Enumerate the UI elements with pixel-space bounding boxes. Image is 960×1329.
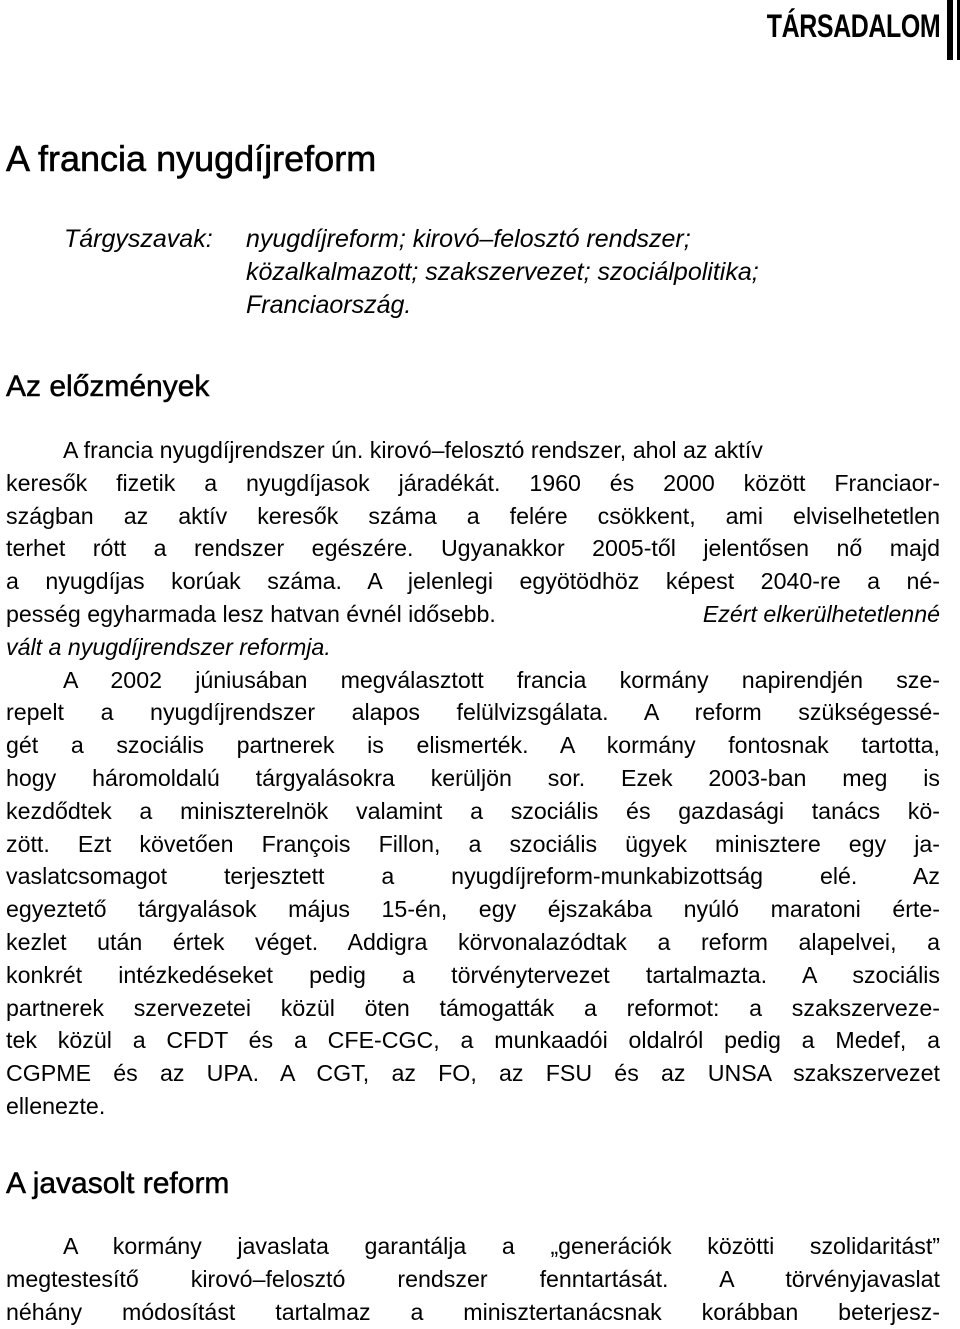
text-line: gét a szociális partnerek is elismerték. A kormány fontosnak tartotta, xyxy=(6,732,940,759)
text-line: hogy háromoldalú tárgyalásokra kerüljön sor. Ezek 2003-ban meg is xyxy=(6,764,940,791)
text-line: A 2002 júniusában megválasztott francia kormány napirendjén sze- xyxy=(63,666,940,693)
text-line: partnerek szervezetei közül öten támogatták a reformot: a szakszerveze- xyxy=(6,994,940,1021)
text-line: A francia nyugdíjrendszer ún. kirovó–felosztó rendszer, ahol az aktív xyxy=(63,437,763,463)
text-line: a nyugdíjas korúak száma. A jelenlegi egyötödhöz képest 2040-re a né- xyxy=(6,568,940,595)
keywords-line: közalkalmazott; szakszervezet; szociálpolitika; xyxy=(246,258,759,286)
keywords-label: Tárgyszavak: xyxy=(64,225,213,253)
text-line: A kormány javaslata garantálja a „generációk közötti szolidaritást” xyxy=(63,1233,940,1259)
section-body-proposed-reform xyxy=(6,1230,940,1328)
section-body-background xyxy=(6,434,940,1123)
text-line: egyeztető tárgyalások május 15-én, egy éjszakába nyúló maratoni érte- xyxy=(6,896,940,923)
page-title: A francia nyugdíjreform xyxy=(6,138,377,179)
text-line: konkrét intézkedéseket pedig a törvénytervezet tartalmazta. A szociális xyxy=(6,961,940,988)
header-rule-thick xyxy=(947,0,953,60)
text-segment: pesség egyharmada lesz hatvan évnél idősebb. xyxy=(6,600,496,627)
text-line: kezdődtek a miniszterelnök valamint a szociális és gazdasági tanács kö- xyxy=(6,797,940,824)
section-heading-proposed-reform: A javasolt reform xyxy=(6,1167,230,1200)
text-line: vaslatcsomagot terjesztett a nyugdíjreform-munkabizottság elé. Az xyxy=(6,863,940,890)
text-line: terhet rótt a rendszer egészére. Ugyanakkor 2005-től jelentősen nő majd xyxy=(6,535,940,562)
emphasis-text: vált a nyugdíjrendszer reformja. xyxy=(6,633,331,660)
text-line: néhány módosítást tartalmaz a minisztertanácsnak korábban beterjesz- xyxy=(6,1298,940,1325)
text-line: CGPME és az UPA. A CGT, az FO, az FSU és az UNSA szakszervezet xyxy=(6,1060,940,1087)
section-heading-background: Az előzmények xyxy=(6,370,210,403)
text-line: szágban az aktív keresők száma a felére csökkent, ami elviselhetetlen xyxy=(6,502,940,529)
text-line: megtestesítő kirovó–felosztó rendszer fenntartását. A törvényjavaslat xyxy=(6,1265,940,1292)
text-line: keresők fizetik a nyugdíjasok járadékát. 1960 és 2000 között Franciaor- xyxy=(6,469,940,496)
text-line-mixed xyxy=(6,598,940,631)
section-header xyxy=(716,0,960,60)
text-line: tek közül a CFDT és a CFE-CGC, a munkaadói oldalról pedig a Medef, a xyxy=(6,1027,940,1054)
keywords-line: nyugdíjreform; kirovó–felosztó rendszer; xyxy=(246,225,691,253)
text-line: ellenezte. xyxy=(6,1092,106,1119)
keywords-line: Franciaország. xyxy=(246,291,412,319)
text-line: zött. Ezt követően François Fillon, a szociális ügyek minisztere egy ja- xyxy=(6,830,940,857)
text-line: kezlet után értek véget. Addigra körvonalazódtak a reform alapelvei, a xyxy=(6,928,940,955)
emphasis-text: Ezért elkerülhetetlenné xyxy=(702,600,940,627)
section-label: TÁRSADALOM xyxy=(767,8,941,44)
text-line: repelt a nyugdíjrendszer alapos felülvizsgálata. A reform szükségessé- xyxy=(6,699,940,726)
